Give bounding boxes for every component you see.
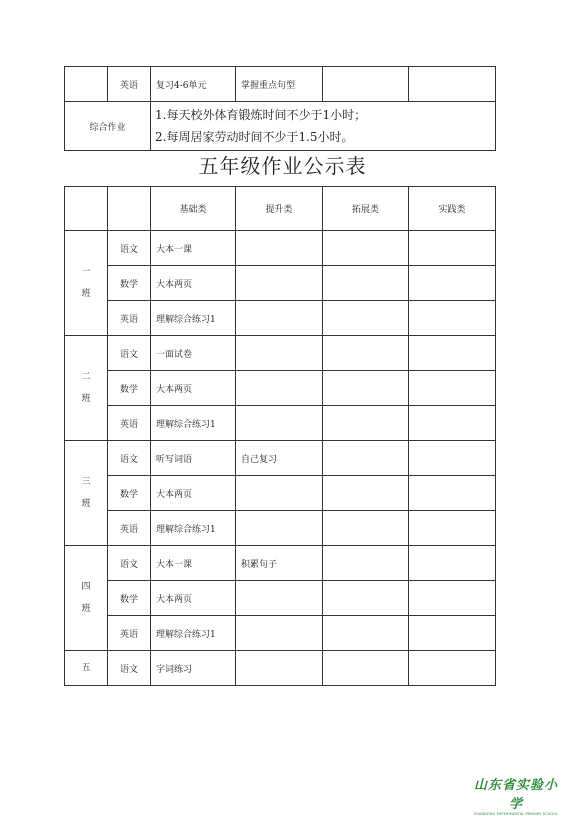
advanced-cell (236, 651, 323, 686)
extension-cell (323, 511, 409, 546)
class-name: 二 (81, 372, 91, 382)
school-logo-subtext: SHANDONG EXPERIMENTAL PRIMARY SCHOOL (473, 812, 559, 816)
practice-cell (409, 406, 496, 441)
advanced-cell (236, 511, 323, 546)
extension-cell (323, 231, 409, 266)
school-logo-text: 山东省实验小学 (473, 778, 558, 812)
subject-cell: 语文 (108, 651, 151, 686)
practice-cell (409, 441, 496, 476)
extension-cell (323, 336, 409, 371)
header-extension: 拓展类 (323, 187, 409, 231)
basic-cell: 理解综合练习1 (151, 406, 236, 441)
extension-cell (323, 476, 409, 511)
basic-cell: 大本两页 (151, 581, 236, 616)
school-logo (470, 774, 562, 816)
comprehensive-line-1: 1.每天校外体育锻炼时间不少于1小时； (155, 108, 367, 122)
subject-cell: 数学 (108, 476, 151, 511)
class-name-cell (65, 231, 108, 336)
practice-cell (409, 301, 496, 336)
basic-cell: 大本一课 (151, 231, 236, 266)
practice-cell (409, 511, 496, 546)
subject-cell: 英语 (108, 67, 151, 102)
homework-table (64, 186, 496, 686)
table-row (65, 336, 496, 371)
header-advanced: 提升类 (236, 187, 323, 231)
subject-cell: 数学 (108, 266, 151, 301)
table-row (65, 476, 496, 511)
extension-cell (323, 441, 409, 476)
practice-cell (409, 231, 496, 266)
practice-cell (409, 546, 496, 581)
practice-cell (409, 266, 496, 301)
practice-cell (409, 651, 496, 686)
practice-cell (409, 371, 496, 406)
class-name-cell (65, 546, 108, 651)
advanced-cell (236, 476, 323, 511)
table-row (65, 581, 496, 616)
subject-cell: 数学 (108, 371, 151, 406)
comprehensive-content (151, 102, 496, 151)
table-row (65, 511, 496, 546)
subject-cell: 语文 (108, 546, 151, 581)
advanced-cell: 掌握重点句型 (236, 67, 323, 102)
subject-cell: 数学 (108, 581, 151, 616)
extension-cell (323, 616, 409, 651)
header-row (65, 187, 496, 231)
advanced-cell (236, 266, 323, 301)
basic-cell: 一面试卷 (151, 336, 236, 371)
advanced-cell (236, 371, 323, 406)
practice-cell (409, 67, 496, 102)
subject-cell: 英语 (108, 301, 151, 336)
header-practice: 实践类 (409, 187, 496, 231)
table-row (65, 231, 496, 266)
practice-cell (409, 581, 496, 616)
comprehensive-label: 综合作业 (65, 102, 151, 151)
subject-cell: 语文 (108, 231, 151, 266)
extension-cell (323, 301, 409, 336)
table-row (65, 651, 496, 686)
table-row (65, 301, 496, 336)
practice-cell (409, 336, 496, 371)
class-name-suffix: 班 (81, 499, 91, 509)
basic-cell: 听写词语 (151, 441, 236, 476)
table-row (65, 266, 496, 301)
basic-cell: 大本两页 (151, 266, 236, 301)
table-row (65, 441, 496, 476)
advanced-cell (236, 406, 323, 441)
subject-cell: 英语 (108, 406, 151, 441)
advanced-cell (236, 616, 323, 651)
advanced-cell (236, 231, 323, 266)
basic-cell: 复习4-6单元 (151, 67, 236, 102)
table-row (65, 102, 496, 151)
extension-cell (323, 651, 409, 686)
table-row (65, 616, 496, 651)
class-name: 五 (81, 663, 91, 673)
basic-cell: 大本两页 (151, 371, 236, 406)
comprehensive-line-2: 2.每周居家劳动时间不少于1.5小时。 (155, 130, 354, 144)
advanced-cell: 自己复习 (236, 441, 323, 476)
table-row (65, 546, 496, 581)
extension-cell (323, 546, 409, 581)
extension-cell (323, 371, 409, 406)
class-name-cell (65, 336, 108, 441)
extension-cell (323, 67, 409, 102)
advanced-cell (236, 336, 323, 371)
page-title: 五年级作业公示表 (198, 154, 367, 178)
extension-cell (323, 406, 409, 441)
advanced-cell (236, 581, 323, 616)
class-name-cell (65, 441, 108, 546)
extension-cell (323, 581, 409, 616)
previous-page-table (64, 66, 496, 151)
header-class-cell (65, 187, 108, 231)
subject-cell: 英语 (108, 616, 151, 651)
subject-cell: 语文 (108, 441, 151, 476)
table-row (65, 371, 496, 406)
subject-cell: 语文 (108, 336, 151, 371)
class-name: 三 (81, 477, 91, 487)
class-name-suffix: 班 (81, 604, 91, 614)
practice-cell (409, 616, 496, 651)
table-row (65, 406, 496, 441)
advanced-cell: 积累句子 (236, 546, 323, 581)
basic-cell: 字词练习 (151, 651, 236, 686)
subject-cell: 英语 (108, 511, 151, 546)
advanced-cell (236, 301, 323, 336)
basic-cell: 理解综合练习1 (151, 616, 236, 651)
basic-cell: 大本一课 (151, 546, 236, 581)
practice-cell (409, 476, 496, 511)
basic-cell: 理解综合练习1 (151, 301, 236, 336)
basic-cell: 大本两页 (151, 476, 236, 511)
basic-cell: 理解综合练习1 (151, 511, 236, 546)
class-name: 四 (81, 582, 91, 592)
class-cell (65, 67, 108, 102)
table-row (65, 67, 496, 102)
class-name-suffix: 班 (81, 394, 91, 404)
header-subject-cell (108, 187, 151, 231)
header-basic: 基础类 (151, 187, 236, 231)
class-name-cell (65, 651, 108, 686)
extension-cell (323, 266, 409, 301)
class-name: 一 (81, 267, 91, 277)
class-name-suffix: 班 (81, 289, 91, 299)
